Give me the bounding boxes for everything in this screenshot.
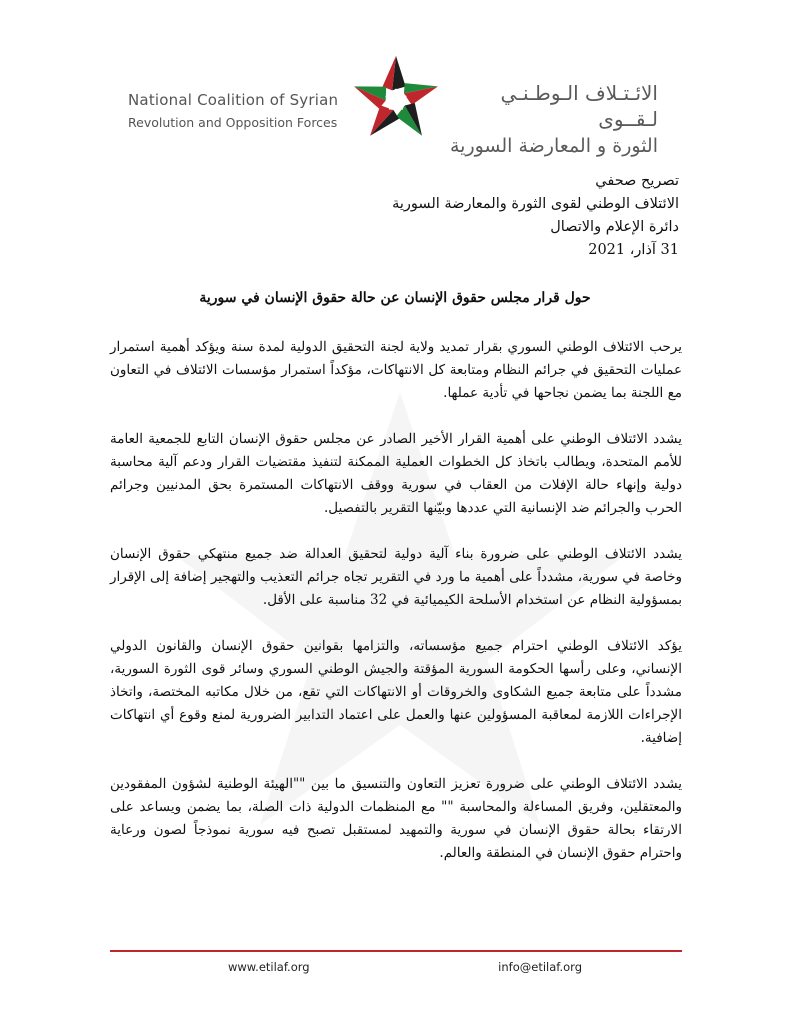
- org-name-english: [128, 90, 358, 133]
- statement-title: حول قرار مجلس حقوق الإنسان عن حالة حقوق الإنسان في سورية: [199, 290, 591, 306]
- document-type: تصريح صحفي: [595, 173, 679, 189]
- website-link[interactable]: www.etilaf.org: [228, 960, 310, 974]
- issuer: الائتلاف الوطني لقوى الثورة والمعارضة السورية: [392, 196, 679, 212]
- email-link[interactable]: info@etilaf.org: [498, 960, 582, 974]
- paragraph: يشدد الائتلاف الوطني على أهمية القرار الأخير الصادر عن مجلس حقوق الإنسان التابع للجمعية العامة للأمم المتحدة، ويطالب باتخاذ كل الخطوات العملية الممكنة لتنفيذ مقتضيات القرار ودعم آلية محاسبة دولية وإنهاء حالة الإفلات من العقاب في سورية ووقف الانتهاكات المستمرة بحق المدنيين وجرائم الحرب والجرائم ضد الإنسانية التي عددها وبيّنها التقرير بالتفصيل.: [110, 431, 682, 516]
- org-name-arabic: [448, 80, 658, 158]
- paragraph: يشدد الائتلاف الوطني على ضرورة تعزيز التعاون والتنسيق ما بين ""الهيئة الوطنية لشؤون المفقودين والمعتقلين، وفريق المساءلة والمحاسبة "" مع المنظمات الدولية ذات الصلة، بما يضمن ويساعد على الارتقاء بحالة حقوق الإنسان في سورية والتمهيد لمستقبل تصبح فيه سورية نموذجاً لصون ورعاية واحترام حقوق الإنسان في المنطقة والعالم.: [110, 776, 682, 861]
- org-name-en-line1: National Coalition of Syrian: [128, 91, 339, 109]
- statement-meta: [279, 170, 679, 262]
- date: 31 آذار، 2021: [588, 242, 679, 258]
- org-name-ar-line1: الائـتـلاف الـوطـنـي لـقــوى: [500, 81, 658, 131]
- coalition-logo-icon: [348, 52, 444, 148]
- org-name-en-line2: Revolution and Opposition Forces: [128, 115, 338, 130]
- department: دائرة الإعلام والاتصال: [550, 219, 679, 235]
- paragraph: يشدد الائتلاف الوطني على ضرورة بناء آلية دولية لتحقيق العدالة ضد جميع منتهكي حقوق الإنسان وخاصة في سورية، مشدداً على أهمية ما ورد في التقرير تجاه جرائم التعذيب والتهجير إضافة إلى الإقرار بمسؤولية النظام عن استخدام الأسلحة الكيميائية في 32 مناسبة على الأقل.: [110, 546, 682, 608]
- footer-divider: [110, 950, 682, 952]
- paragraph: يرحب الائتلاف الوطني السوري بقرار تمديد ولاية لجنة التحقيق الدولية لمدة سنة ويؤكد أهمية استمرار عمليات التحقيق في جرائم النظام ومتابعة كل الانتهاكات، مؤكداً استمرار مؤسسات الائتلاف في التعاون مع اللجنة بما يضمن نجاحها في تأدية عملها.: [110, 339, 682, 401]
- paragraph: يؤكد الائتلاف الوطني احترام جميع مؤسساته، والتزامها بقوانين حقوق الإنسان والقانون الدولي الإنساني، وعلى رأسها الحكومة السورية المؤقتة والجيش الوطني السوري وسائر قوى الثورة السورية، مشدداً على متابعة جميع الشكاوى والخروقات أو الانتهاكات التي تقع، من خلال مكاتبه المختصة، واتخاذ الإجراءات اللازمة لمعاقبة المسؤولين عنها والعمل على اعتماد التدابير الضرورية لمنع وقوع أي انتهاكات إضافية.: [110, 638, 682, 746]
- org-name-ar-line2: الثورة و المعارضة السورية: [449, 135, 658, 157]
- statement-body: [110, 336, 682, 888]
